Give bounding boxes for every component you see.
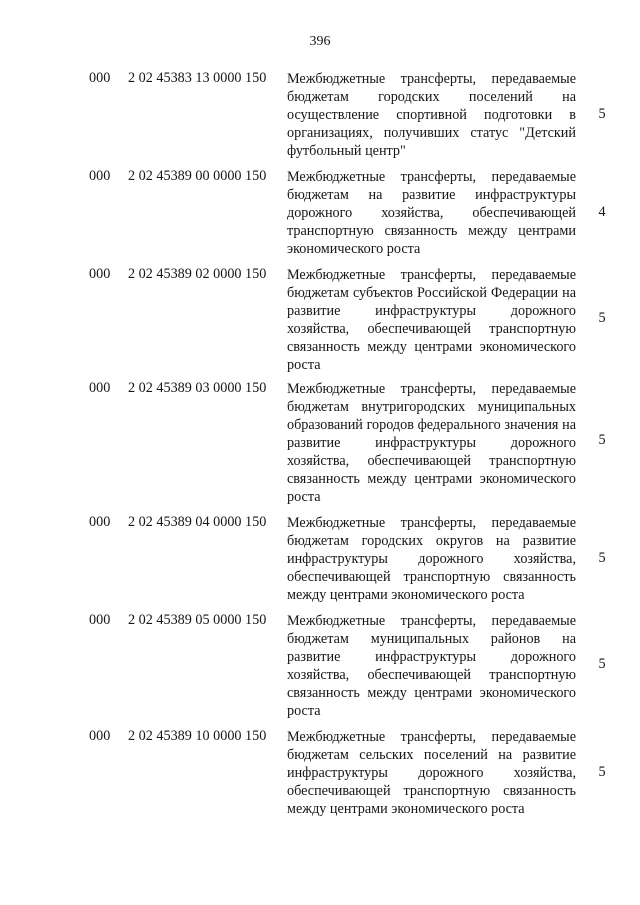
admin-code: 000 [89, 168, 111, 184]
budget-code: 2 02 45389 02 0000 150 [128, 266, 267, 282]
row-value: 5 [598, 764, 606, 780]
budget-code: 2 02 45389 10 0000 150 [128, 728, 267, 744]
admin-code: 000 [89, 612, 111, 628]
row-description: Межбюджетные трансферты, передаваемые бюджетам муниципальных районов на развитие инфраструктуры дорожного хозяйства, обеспечивающей транспортную связанность между центрами экономического роста [287, 613, 576, 719]
row-value: 4 [598, 204, 606, 220]
budget-code: 2 02 45389 05 0000 150 [128, 612, 267, 628]
row-value: 5 [598, 432, 606, 448]
admin-code: 000 [89, 266, 111, 282]
row-description: Межбюджетные трансферты, передаваемые бюджетам субъектов Российской Федерации на развитие инфраструктуры дорожного хозяйства, обеспечивающей транспортную связанность между центрами экономического роста [287, 267, 576, 373]
admin-code: 000 [89, 514, 111, 530]
row-description: Межбюджетные трансферты, передаваемые бюджетам городских поселений на осуществление спортивной подготовки в организациях, получивших статус "Детский футбольный центр" [287, 71, 576, 159]
page-number: 396 [309, 34, 331, 49]
row-description: Межбюджетные трансферты, передаваемые бюджетам на развитие инфраструктуры дорожного хозяйства, обеспечивающей транспортную связанность между центрами экономического роста [287, 169, 576, 257]
row-value: 5 [598, 550, 606, 566]
admin-code: 000 [89, 70, 111, 86]
budget-code: 2 02 45389 04 0000 150 [128, 514, 267, 530]
row-value: 5 [598, 310, 606, 326]
row-description: Межбюджетные трансферты, передаваемые бюджетам внутригородских муниципальных образований городов федерального значения на развитие инфраструктуры дорожного хозяйства, обеспечивающей транспортную связанность между центрами экономического роста [287, 381, 576, 505]
admin-code: 000 [89, 728, 111, 744]
row-value: 5 [598, 106, 606, 122]
budget-code: 2 02 45389 00 0000 150 [128, 168, 267, 184]
admin-code: 000 [89, 380, 111, 396]
budget-code: 2 02 45383 13 0000 150 [128, 70, 267, 86]
row-value: 5 [598, 656, 606, 672]
row-description: Межбюджетные трансферты, передаваемые бюджетам сельских поселений на развитие инфраструктуры дорожного хозяйства, обеспечивающей транспортную связанность между центрами экономического роста [287, 729, 576, 817]
budget-code: 2 02 45389 03 0000 150 [128, 380, 267, 396]
row-description: Межбюджетные трансферты, передаваемые бюджетам городских округов на развитие инфраструктуры дорожного хозяйства, обеспечивающей транспортную связанность между центрами экономического роста [287, 515, 576, 603]
